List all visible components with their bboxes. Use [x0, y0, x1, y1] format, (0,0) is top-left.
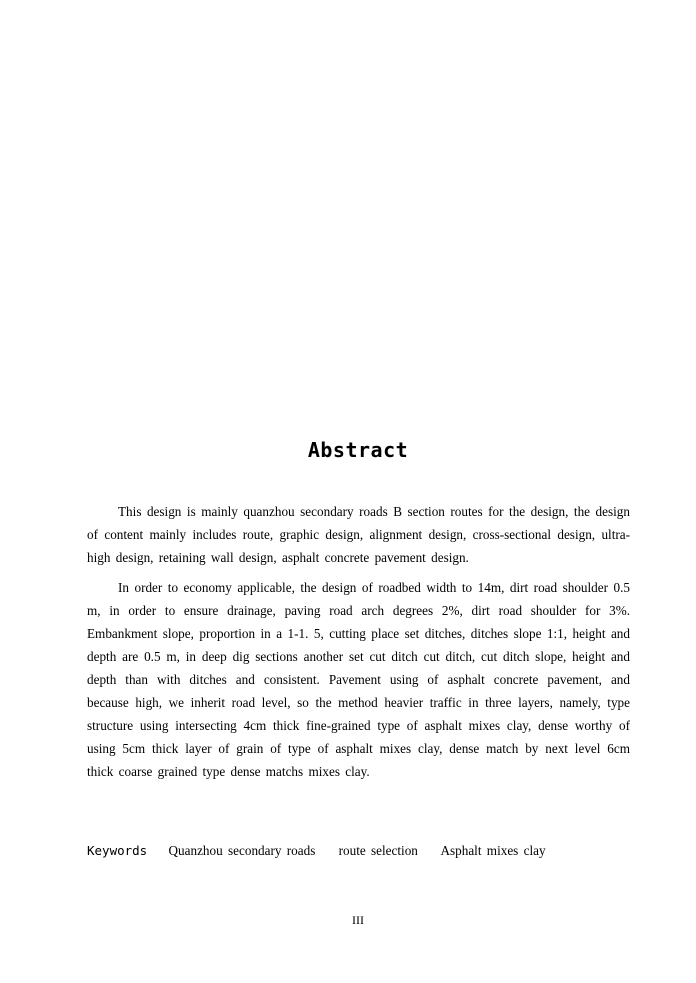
keyword-item-2: route selection: [338, 843, 418, 858]
page-number: III: [352, 913, 364, 927]
abstract-paragraph-1: This design is mainly quanzhou secondary roads B section routes for the design, the design of content mainly includes route, graphic design, alignment design, cross-sectional design, ultra-high design, retaining wall design, asphalt concrete pavement design.: [87, 504, 630, 565]
keyword-item-3: Asphalt mixes clay: [440, 843, 546, 858]
keywords-label: Keywords: [87, 843, 148, 858]
abstract-title: Abstract: [307, 438, 409, 462]
keyword-item-1: Quanzhou secondary roads: [168, 843, 316, 858]
abstract-body: [87, 500, 630, 790]
keywords-line: [87, 841, 564, 861]
abstract-paragraph-2: In order to economy applicable, the design of roadbed width to 14m, dirt road shoulder 0.5 m, in order to ensure drainage, paving road arch degrees 2%, dirt road shoulder for 3%. Embankment slope, proportion in a 1-1. 5, cutting place set ditches, ditches slope 1:1, height and depth are 0.5 m, in deep dig sections another set cut ditch cut ditch, cut ditch slope, height and depth than with ditches and consistent. Pavement using of asphalt concrete pavement, and because high, we inherit road level, so the method heavier traffic in three layers, namely, type structure using intersecting 4cm thick fine-grained type of asphalt mixes clay, dense worthy of using 5cm thick layer of grain of type of asphalt mixes clay, dense match by next level 6cm thick coarse grained type dense matchs mixes clay.: [87, 580, 630, 779]
